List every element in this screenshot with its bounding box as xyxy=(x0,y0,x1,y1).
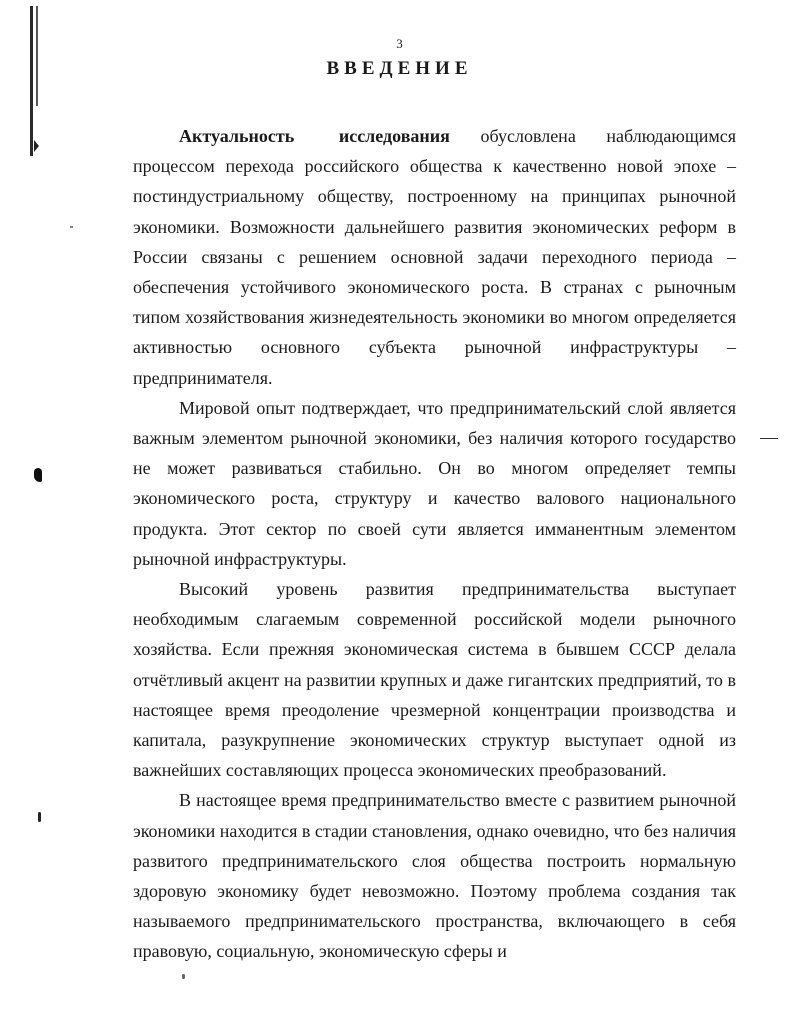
paragraph-lead-bold: Актуальность исследования xyxy=(179,126,450,146)
scan-artifact-mark xyxy=(34,468,42,482)
scan-artifact-mark xyxy=(38,812,41,822)
paragraph-text: В настоящее время предпринимательство вместе с развитием рыночной экономики находится в стадии становления, однако очевидно, что без наличия развитого предпринимательского слоя общества построить нормальную здоровую экономику будет невозможно. Поэтому проблема создания так называемого предпринимательского пространства, включающего в себя правовую, социальную, экономическую сферы и xyxy=(133,790,736,962)
scan-artifact-mark xyxy=(182,974,185,979)
scan-artifact-mark xyxy=(70,226,73,228)
paragraph xyxy=(133,574,736,785)
scan-artifact-binding-line xyxy=(30,6,33,156)
scan-artifact-binding-line xyxy=(36,6,38,106)
paragraph-text: обусловлена наблюдающимся процессом перехода российского общества к качественно новой эпохе – постиндустриальному обществу, построенному на принципах рыночной экономики. Возможности дальнейшего развития экономических реформ в России связаны с решением основной задачи переходного периода – обеспечения устойчивого экономического роста. В странах с рыночным типом хозяйствования жизнедеятельность экономики во многом определяется активностью основного субъекта рыночной инфраструктуры – предпринимателя. xyxy=(133,126,736,388)
paragraph-text: Мировой опыт подтверждает, что предпринимательский слой является важным элементом рыночной экономики, без наличия которого государство не может развиваться стабильно. Он во многом определяет темпы экономического роста, структуру и качество валового национального продукта. Этот сектор по своей сути является имманентным элементом рыночной инфраструктуры. xyxy=(133,397,736,569)
page-number: 3 xyxy=(396,36,403,51)
scan-artifact-mark xyxy=(34,140,39,152)
page-title: ВВЕДЕНИЕ xyxy=(326,58,473,79)
body-text xyxy=(133,121,736,967)
paragraph-text: Высокий уровень развития предпринимательства выступает необходимым слагаемым современной российской модели рыночного хозяйства. Если прежняя экономическая система в бывшем СССР делала отчётливый акцент на развитии крупных и даже гигантских предприятий, то в настоящее время преодоление чрезмерной концентрации производства и капитала, разукрупнение экономических структур выступает одной из важнейших составляющих процесса экономических преобразований. xyxy=(133,579,736,781)
scan-artifact-mark xyxy=(760,438,778,439)
paragraph xyxy=(133,785,736,966)
paragraph xyxy=(133,393,736,574)
paragraph xyxy=(133,121,736,393)
